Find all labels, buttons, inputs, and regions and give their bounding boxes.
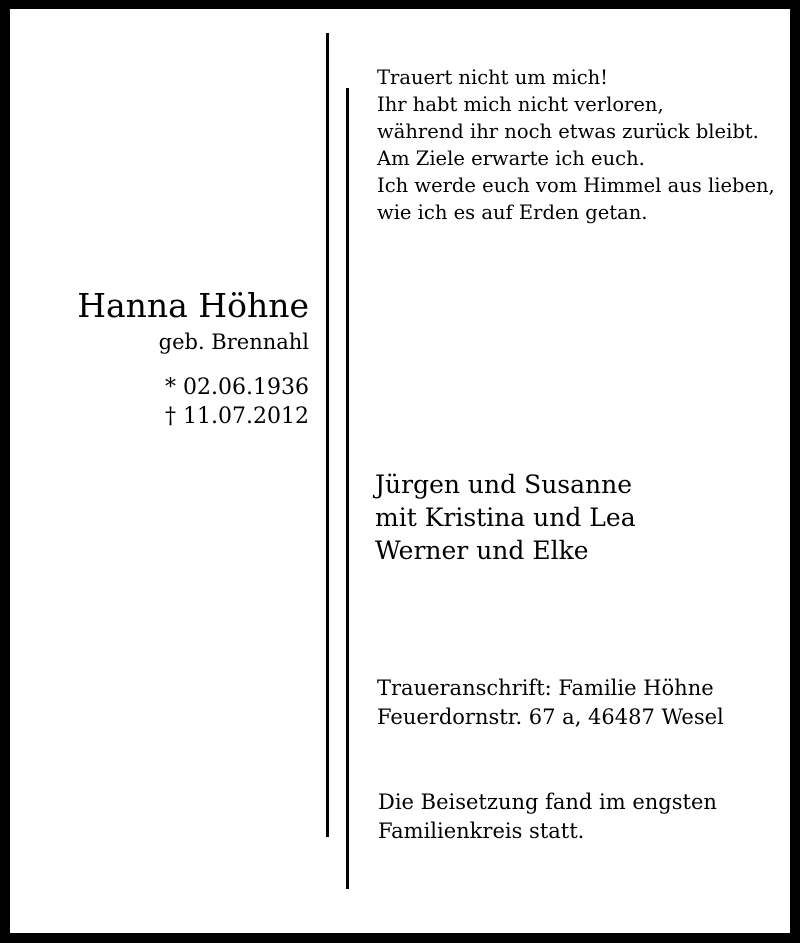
poem <box>377 64 775 226</box>
poem-line: Trauert nicht um mich! <box>377 66 609 89</box>
address-line: Feuerdornstr. 67 a, 46487 Wesel <box>377 705 724 729</box>
divider-line-left <box>326 33 329 837</box>
deceased-info <box>77 286 309 431</box>
birth-date: * 02.06.1936 <box>165 375 309 400</box>
poem-line: Ich werde euch vom Himmel aus lieben, <box>377 174 775 197</box>
mourner-line: Jürgen und Susanne <box>375 470 633 499</box>
burial-note <box>378 788 717 846</box>
poem-line: wie ich es auf Erden getan. <box>377 201 648 224</box>
death-date: † 11.07.2012 <box>165 404 309 429</box>
divider-line-right <box>346 88 349 889</box>
burial-line: Die Beisetzung fand im engsten <box>378 790 717 814</box>
poem-line: Am Ziele erwarte ich euch. <box>377 147 645 170</box>
life-dates <box>77 373 309 431</box>
mourners <box>375 468 636 567</box>
mourning-address <box>377 674 724 732</box>
address-line: Traueranschrift: Familie Höhne <box>377 676 714 700</box>
poem-line: Ihr habt mich nicht verloren, <box>377 93 664 116</box>
mourner-line: Werner und Elke <box>375 536 589 565</box>
deceased-name: Hanna Höhne <box>77 286 309 325</box>
poem-line: während ihr noch etwas zurück bleibt. <box>377 120 759 143</box>
burial-line: Familienkreis statt. <box>378 819 585 843</box>
birth-name: geb. Brennahl <box>158 330 309 354</box>
mourner-line: mit Kristina und Lea <box>375 503 636 532</box>
